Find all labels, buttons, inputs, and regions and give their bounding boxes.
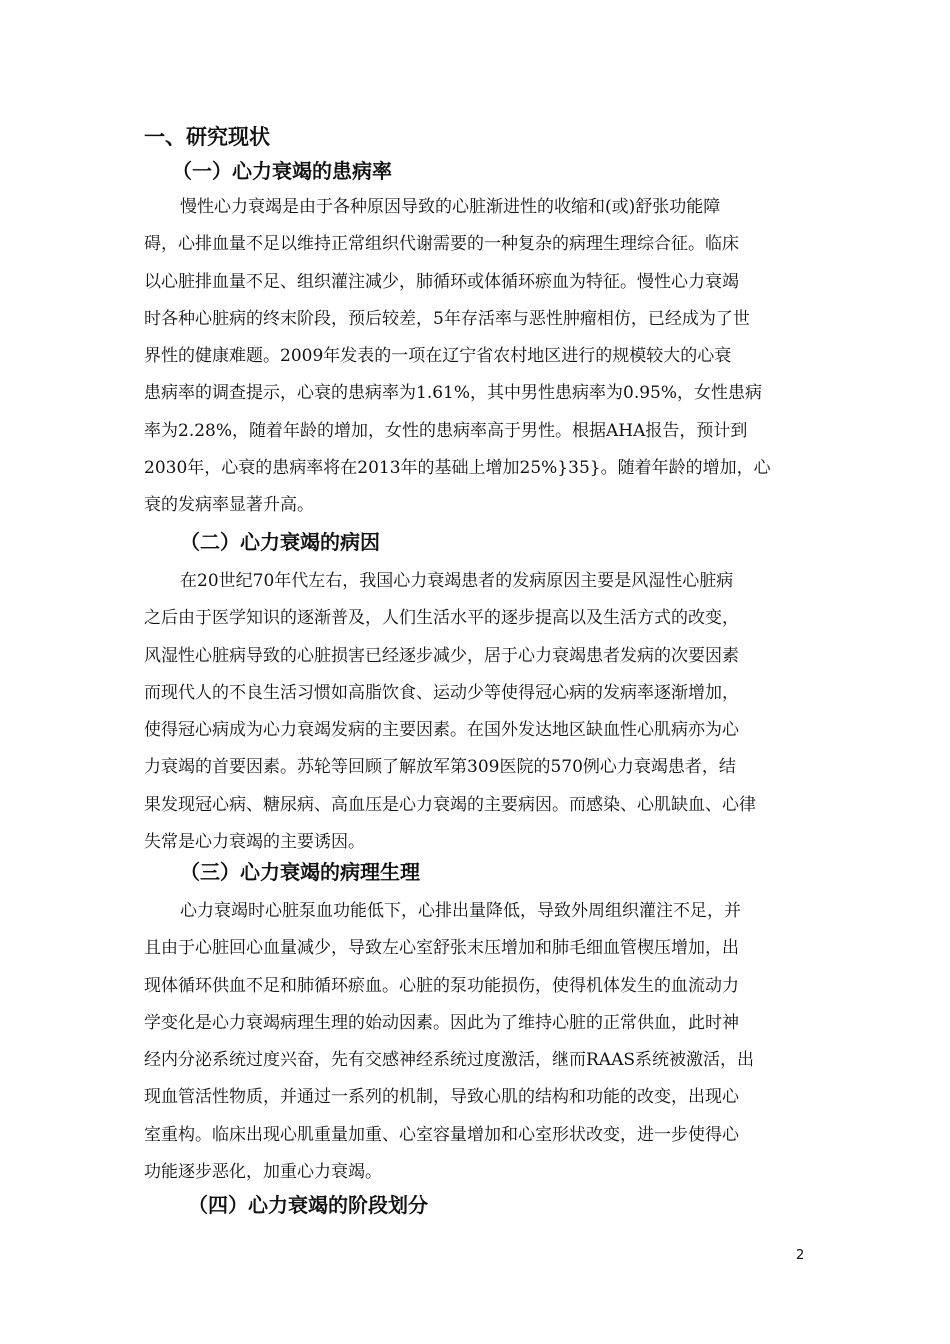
paragraph-line: 功能逐步恶化，加重心力衰竭。 <box>144 1162 382 1183</box>
paragraph-line: 使得冠心病成为心力衰竭发病的主要因素。在国外发达地区缺血性心肌病亦为心 <box>144 720 739 741</box>
paragraph-line: 且由于心脏回心血量减少，导致左心室舒张末压增加和肺毛细血管楔压增加，出 <box>144 938 739 959</box>
paragraph-line: 在20世纪70年代左右，我国心力衰竭患者的发病原因主要是风湿性心脏病 <box>180 571 734 591</box>
paragraph-line: 学变化是心力衰竭病理生理的始动因素。因此为了维持心脏的正常供血，此时神 <box>144 1012 739 1033</box>
paragraph-etiology <box>144 563 812 861</box>
paragraph-line: 之后由于医学知识的逐渐普及，人们生活水平的逐步提高以及生活方式的改变， <box>144 608 739 629</box>
paragraph-prevalence <box>144 189 812 525</box>
paragraph-line: 失常是心力衰竭的主要诱因。 <box>144 832 365 853</box>
paragraph-line: 以心脏排血量不足、组织灌注减少，肺循环或体循环瘀血为特征。慢性心力衰竭 <box>144 271 739 292</box>
paragraph-line: 界性的健康难题。2009年发表的一项在辽宁省农村地区进行的规模较大的心衰 <box>144 346 732 367</box>
paragraph-line: 现体循环供血不足和肺循环瘀血。心脏的泵功能损伤，使得机体发生的血流动力 <box>144 975 739 996</box>
paragraph-line: 果发现冠心病、糖尿病、高血压是心力衰竭的主要病因。而感染、心肌缺血、心律 <box>144 794 756 815</box>
paragraph-line: 患病率的调查提示，心衰的患病率为1.61%，其中男性患病率为0.95%，女性患病 <box>144 383 763 404</box>
subsection-heading-prevalence: （一）心力衰竭的患病率 <box>172 159 392 183</box>
paragraph-pathophysiology <box>144 893 812 1191</box>
paragraph-line: 力衰竭的首要因素。苏轮等回顾了解放军第309医院的570例心力衰竭患者，结 <box>144 757 736 778</box>
subsection-heading-pathophysiology: （三）心力衰竭的病理生理 <box>180 860 420 884</box>
paragraph-line: 风湿性心脏病导致的心脏损害已经逐步减少，居于心力衰竭患者发病的次要因素 <box>144 645 739 666</box>
paragraph-line: 衰的发病率显著升高。 <box>144 495 314 516</box>
paragraph-line: 经内分泌系统过度兴奋，先有交感神经系统过度激活，继而RAAS系统被激活，出 <box>144 1050 754 1071</box>
page-number: 2 <box>796 1248 805 1263</box>
paragraph-line: 心力衰竭时心脏泵血功能低下，心排出量降低，导致外周组织灌注不足，并 <box>180 901 741 921</box>
subsection-heading-staging: （四）心力衰竭的阶段划分 <box>188 1193 428 1217</box>
paragraph-line: 慢性心力衰竭是由于各种原因导致的心脏渐进性的收缩和(或)舒张功能障 <box>180 197 721 217</box>
paragraph-line: 碍，心排血量不足以维持正常组织代谢需要的一种复杂的病理生理综合征。临床 <box>144 234 739 255</box>
paragraph-line: 时各种心脏病的终末阶段，预后较差，5年存活率与恶性肿瘤相仿，已经成为了世 <box>144 308 750 329</box>
paragraph-line: 率为2.28%，随着年龄的增加，女性的患病率高于男性。根据AHA报告，预计到 <box>144 420 748 441</box>
section-title: 一、研究现状 <box>144 125 270 149</box>
paragraph-line: 2030年，心衰的患病率将在2013年的基础上增加25%}35}。随着年龄的增加，心 <box>144 458 771 479</box>
paragraph-line: 现血管活性物质，并通过一系列的机制，导致心肌的结构和功能的改变，出现心 <box>144 1087 739 1108</box>
subsection-heading-etiology: （二）心力衰竭的病因 <box>180 530 380 554</box>
paragraph-line: 而现代人的不良生活习惯如高脂饮食、运动少等使得冠心病的发病率逐渐增加， <box>144 682 739 703</box>
paragraph-line: 室重构。临床出现心肌重量加重、心室容量增加和心室形状改变，进一步使得心 <box>144 1124 739 1145</box>
